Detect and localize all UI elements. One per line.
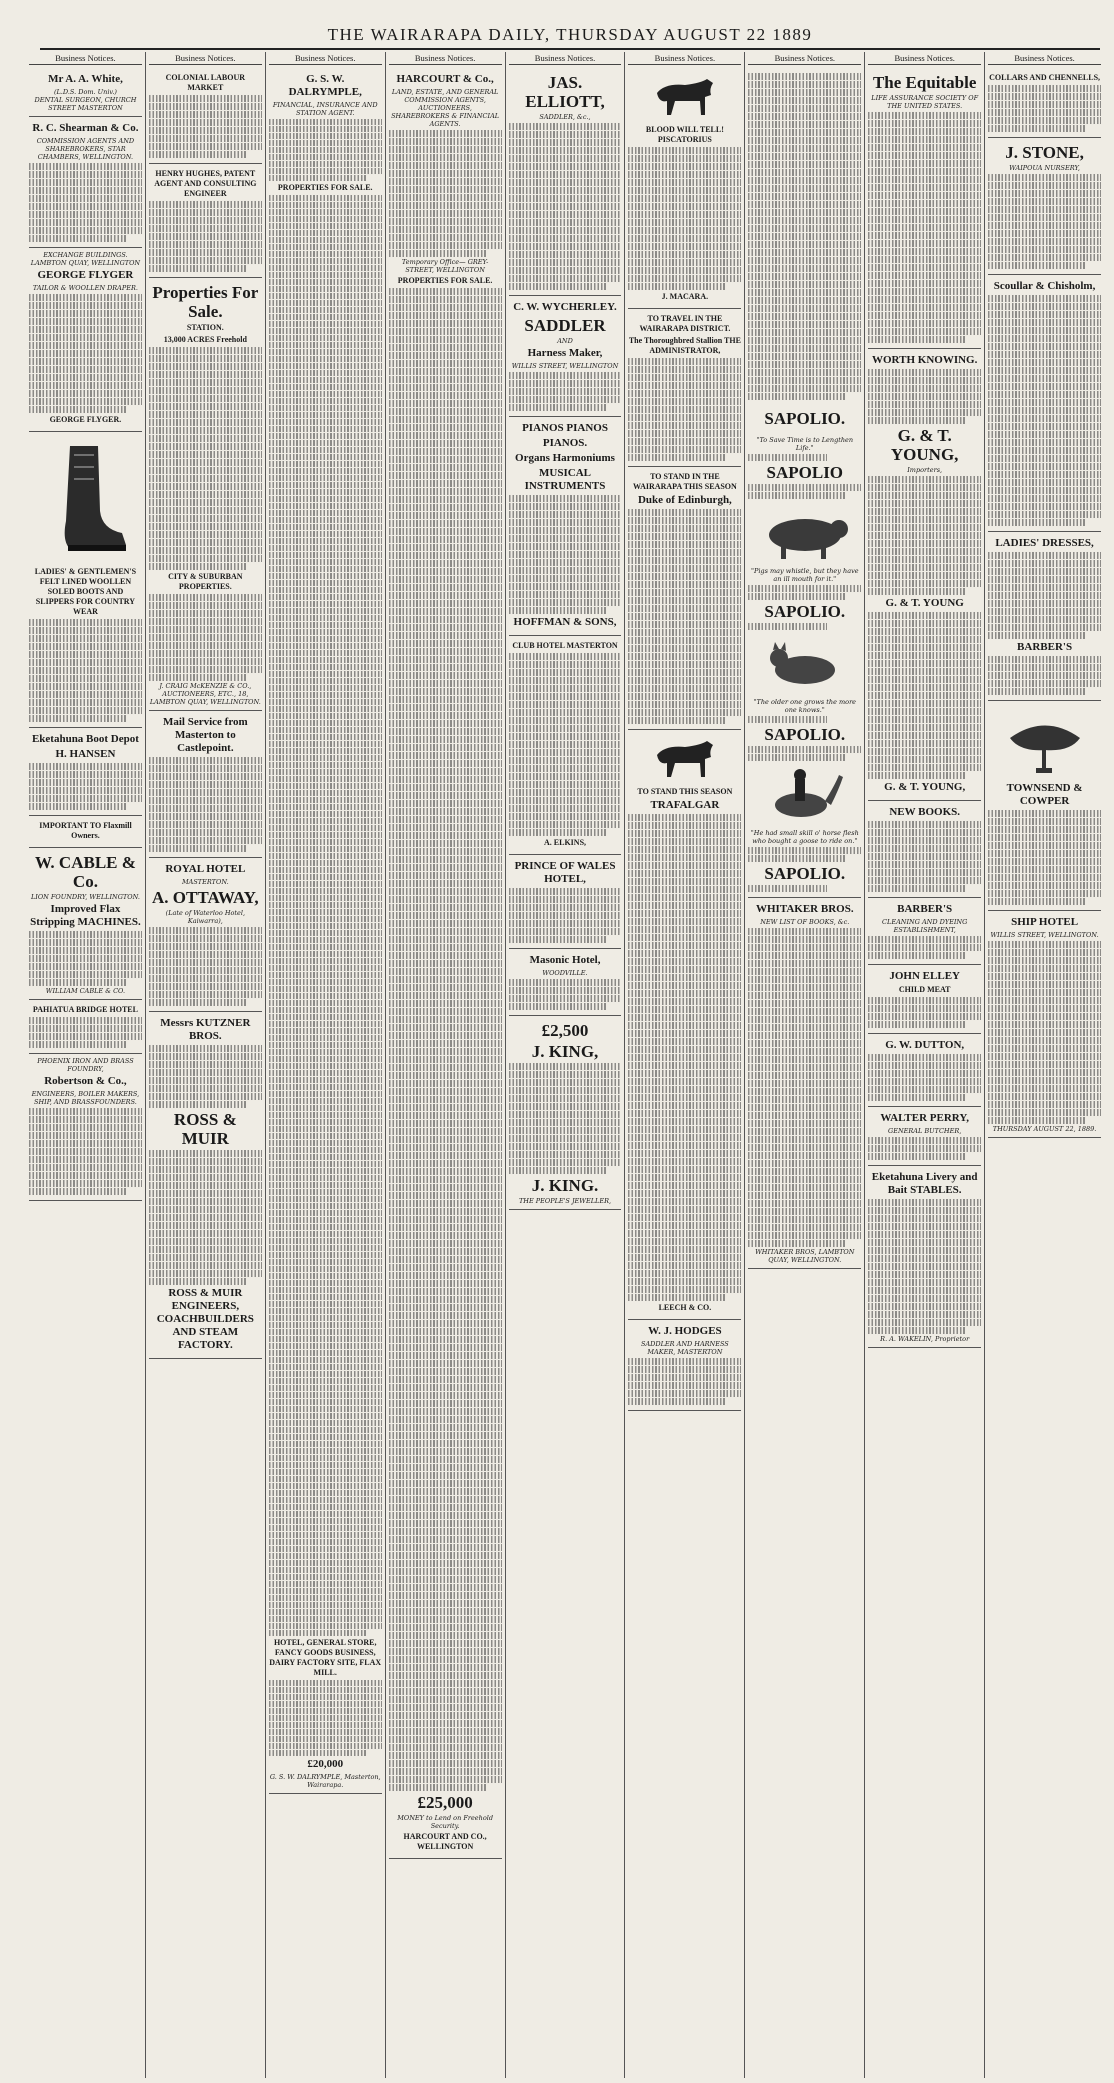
ad-subtitle: EXCHANGE BUILDINGS. LAMBTON QUAY, WELLINGTON bbox=[30, 251, 141, 268]
ad-title: PIANOS. bbox=[542, 437, 588, 450]
ad-subtitle: R. A. WAKELIN, Proprietor bbox=[880, 1335, 970, 1344]
ad-subtitle: WILLIS STREET, WELLINGTON. bbox=[990, 931, 1099, 940]
ad-title: The Thoroughbred Stallion THE ADMINISTRATOR, bbox=[628, 336, 741, 356]
ad-title: Messrs KUTZNER BROS. bbox=[160, 1017, 251, 1043]
ad-title: GEORGE FLYGER bbox=[37, 269, 134, 282]
ad-title: BLOOD WILL TELL! PISCATORIUS bbox=[645, 125, 724, 145]
ad-subtitle: MASTERTON. bbox=[182, 878, 229, 887]
ad-barber bbox=[868, 898, 981, 965]
ad-new-books bbox=[868, 801, 981, 898]
ad-dutton bbox=[868, 1034, 981, 1107]
ad-title: LEECH & CO. bbox=[658, 1303, 712, 1313]
ad-title: Organs Harmoniums bbox=[515, 452, 615, 465]
ad-quote: "The older one grows the more one knows." bbox=[753, 698, 857, 715]
ad-title: The Equitable bbox=[872, 73, 977, 93]
ad-dalrymple bbox=[269, 68, 382, 1794]
ad-title: BARBER'S bbox=[1017, 641, 1073, 654]
ad-title: STATION. bbox=[186, 323, 224, 333]
ad-title: LADIES' DRESSES, bbox=[995, 537, 1094, 550]
ad-quote: "Pigs may whistle, but they have an ill mouth for it." bbox=[750, 567, 859, 584]
ad-prince-of-wales bbox=[509, 855, 622, 949]
ad-quote: "He had small skill o' horse flesh who bought a goose to ride on." bbox=[750, 829, 859, 846]
saddle-illustration bbox=[1000, 708, 1090, 778]
ad-trafalgar bbox=[628, 730, 741, 1320]
column-7 bbox=[745, 52, 865, 2078]
ad-title: TOWNSEND & COWPER bbox=[1006, 782, 1083, 808]
ad-subtitle: ENGINEERS, BOILER MAKERS, SHIP, AND BRASSFOUNDERS. bbox=[31, 1090, 140, 1107]
ad-title: G. & T. YOUNG bbox=[885, 597, 964, 610]
ad-title: HARCOURT & Co., bbox=[396, 73, 494, 86]
ad-perry bbox=[868, 1107, 981, 1166]
ad-title: G. S. W. DALRYMPLE, bbox=[288, 73, 362, 99]
ad-stone bbox=[988, 138, 1101, 275]
ad-title: G. & T. YOUNG, bbox=[890, 426, 959, 465]
boot-illustration bbox=[40, 441, 130, 561]
ad-pianos bbox=[509, 417, 622, 636]
ad-title: H. HANSEN bbox=[55, 748, 116, 761]
ad-title: HOTEL, GENERAL STORE, FANCY GOODS BUSINESS, DAIRY FACTORY SITE, FLAX MILL. bbox=[269, 1638, 382, 1678]
ad-title: MUSICAL INSTRUMENTS bbox=[524, 467, 606, 493]
column-header: Business Notices. bbox=[628, 52, 741, 65]
ad-title: J. STONE, bbox=[1005, 143, 1084, 163]
ad-subtitle: MONEY to Lend on Freehold Security. bbox=[397, 1814, 493, 1831]
ad-title: SAPOLIO. bbox=[764, 602, 846, 622]
column-header: Business Notices. bbox=[29, 52, 142, 65]
ad-subtitle: LION FOUNDRY, WELLINGTON. bbox=[30, 893, 140, 902]
ad-administrator bbox=[628, 309, 741, 467]
ad-labour bbox=[149, 68, 262, 164]
ad-hodges bbox=[628, 1320, 741, 1411]
ad-title: R. C. Shearman & Co. bbox=[32, 122, 139, 135]
ad-properties bbox=[149, 278, 262, 711]
ad-title: GEORGE FLYGER. bbox=[49, 415, 122, 425]
ad-title: Mail Service from Masterton to Castlepoint. bbox=[162, 716, 248, 755]
ad-livery bbox=[868, 1166, 981, 1348]
ad-title: Properties For Sale. bbox=[152, 283, 259, 322]
ad-title: CITY & SUBURBAN PROPERTIES. bbox=[168, 572, 243, 592]
horse-illustration bbox=[645, 75, 725, 121]
column-header: Business Notices. bbox=[988, 52, 1101, 65]
ad-title: ROSS & MUIR bbox=[173, 1110, 237, 1149]
ad-subtitle: LAND, ESTATE, AND GENERAL COMMISSION AGENTS, AUCTIONEERS, SHAREBROKERS & FINANCIAL AGENTS. bbox=[391, 88, 500, 129]
ad-subtitle: (L.D.S. Dom. Univ.) bbox=[53, 88, 117, 97]
ad-subtitle: PHOENIX IRON AND BRASS FOUNDRY, bbox=[37, 1057, 134, 1074]
column-header: Business Notices. bbox=[509, 52, 622, 65]
ad-title: TRAFALGAR bbox=[650, 799, 720, 812]
ad-title: WORTH KNOWING. bbox=[872, 354, 978, 367]
ad-title: W. J. HODGES bbox=[648, 1325, 722, 1338]
ad-subtitle: Importers, bbox=[907, 466, 943, 475]
ad-subtitle: CLEANING AND DYEING ESTABLISHMENT, bbox=[882, 918, 968, 935]
pigs-illustration bbox=[755, 503, 855, 563]
column-header: Business Notices. bbox=[868, 52, 981, 65]
ad-title: WALTER PERRY, bbox=[880, 1112, 970, 1125]
ad-title: LADIES' & GENTLEMEN'S FELT LINED WOOLLEN SOLED BOOTS AND SLIPPERS FOR COUNTRY WEAR bbox=[34, 567, 137, 617]
columns bbox=[26, 52, 1104, 2078]
ad-subtitle: SADDLER AND HARNESS MAKER, MASTERTON bbox=[641, 1340, 729, 1357]
ad-title: SAPOLIO. bbox=[764, 725, 846, 745]
ad-wycherley bbox=[509, 296, 622, 417]
column-3 bbox=[266, 52, 386, 2078]
ad-whitaker bbox=[748, 898, 861, 1269]
ad-title: £20,000 bbox=[307, 1758, 344, 1771]
ad-title: Mr A. A. White, bbox=[48, 73, 123, 86]
ad-title: C. W. WYCHERLEY. bbox=[513, 301, 617, 314]
ad-subtitle: WHITAKER BROS, LAMBTON QUAY, WELLINGTON. bbox=[755, 1248, 855, 1265]
ad-piscatorius bbox=[628, 68, 741, 309]
ad-subtitle: WILLIAM CABLE & CO. bbox=[45, 987, 126, 996]
column-2 bbox=[146, 52, 266, 2078]
ad-title: SADDLER bbox=[524, 316, 606, 336]
ad-title: HENRY HUGHES, PATENT AGENT AND CONSULTING ENGINEER bbox=[154, 169, 257, 199]
column-5 bbox=[506, 52, 626, 2078]
ad-title: ROYAL HOTEL bbox=[165, 863, 246, 876]
ad-title: J. MACARA. bbox=[661, 292, 709, 302]
ad-title: G. & T. YOUNG, bbox=[884, 781, 966, 794]
ad-hansen bbox=[29, 728, 142, 816]
ad-subtitle: WAIPOUA NURSERY, bbox=[1009, 164, 1080, 173]
ad-subtitle: LIFE ASSURANCE SOCIETY OF THE UNITED STATES. bbox=[871, 94, 979, 111]
ad-title: Eketahuna Livery and Bait STABLES. bbox=[871, 1171, 978, 1197]
ad-robertson bbox=[29, 1054, 142, 1201]
ad-elley bbox=[868, 965, 981, 1034]
ad-kutzner bbox=[149, 1012, 262, 1359]
ad-title: SHIP HOTEL bbox=[1011, 916, 1079, 929]
ad-subtitle: AND bbox=[557, 337, 573, 346]
ad-title: PAHIATUA BRIDGE HOTEL bbox=[32, 1005, 138, 1015]
ad-title: SAPOLIO bbox=[766, 463, 844, 483]
ad-title: PRINCE OF WALES HOTEL, bbox=[514, 860, 616, 886]
column-8 bbox=[865, 52, 985, 2078]
ad-title: SAPOLIO. bbox=[764, 409, 846, 429]
horse-illustration bbox=[645, 737, 725, 783]
ad-title: IMPORTANT TO Flaxmill Owners. bbox=[39, 821, 132, 841]
ad-dentist bbox=[29, 68, 142, 117]
column-6 bbox=[625, 52, 745, 2078]
ad-subtitle: J. CRAIG McKENZIE & CO., AUCTIONEERS, ETC., 18, LAMBTON QUAY, WELLINGTON. bbox=[149, 682, 261, 707]
ad-title: 13,000 ACRES Freehold bbox=[163, 335, 247, 345]
ad-equitable bbox=[868, 68, 981, 349]
ad-title: Eketahuna Boot Depot bbox=[31, 733, 139, 746]
ad-title: WHITAKER BROS. bbox=[755, 903, 854, 916]
ad-subtitle: NEW LIST OF BOOKS, &c. bbox=[760, 918, 850, 927]
ad-subtitle: SADDLER, &c., bbox=[539, 113, 591, 122]
footer-date: THURSDAY AUGUST 22, 1889. bbox=[992, 1125, 1097, 1134]
column-9 bbox=[985, 52, 1104, 2078]
ad-title: HARCOURT AND CO., WELLINGTON bbox=[403, 1832, 487, 1852]
ad-title: CLUB HOTEL MASTERTON bbox=[512, 641, 618, 651]
ad-title: W. CABLE & Co. bbox=[34, 853, 136, 892]
ad-title: PIANOS PIANOS bbox=[522, 422, 608, 435]
ad-title: TO STAND IN THE WAIRARAPA THIS SEASON bbox=[633, 472, 737, 492]
ad-scoullar bbox=[988, 275, 1101, 532]
ad-title: Improved Flax Stripping MACHINES. bbox=[30, 903, 141, 929]
ad-flaxmill bbox=[29, 816, 142, 848]
ad-title: COLLARS AND CHENNELLS, bbox=[989, 73, 1101, 83]
masthead-title: THE WAIRARAPA DAILY, THURSDAY AUGUST 22 1889 bbox=[327, 25, 813, 44]
ad-title: JAS. ELLIOTT, bbox=[525, 73, 605, 112]
column-4 bbox=[386, 52, 506, 2078]
ad-pahiatua bbox=[29, 1000, 142, 1054]
ad-saddle bbox=[988, 701, 1101, 911]
ad-title: NEW BOOKS. bbox=[889, 806, 961, 819]
ad-quote: "To Save Time is to Lengthen Life." bbox=[756, 436, 854, 453]
ad-title: ROSS & MUIR ENGINEERS, COACHBUILDERS AND STEAM FACTORY. bbox=[156, 1287, 254, 1352]
ad-title: £25,000 bbox=[417, 1793, 473, 1813]
ad-worth-knowing bbox=[868, 349, 981, 801]
ad-shearman bbox=[29, 117, 142, 248]
ad-title: £2,500 bbox=[541, 1021, 589, 1041]
ad-title: JOHN ELLEY bbox=[889, 970, 960, 983]
ad-title: A. ELKINS, bbox=[544, 838, 587, 848]
column-header: Business Notices. bbox=[389, 52, 502, 65]
ad-flyger bbox=[29, 248, 142, 432]
ad-title: Harness Maker, bbox=[527, 347, 603, 360]
ad-title: CHILD MEAT bbox=[898, 985, 951, 995]
ad-title: Robertson & Co., bbox=[44, 1075, 127, 1088]
ad-title: COLONIAL LABOUR MARKET bbox=[165, 73, 246, 93]
ad-title: TO TRAVEL IN THE WAIRARAPA DISTRICT. bbox=[639, 314, 731, 334]
ad-king bbox=[509, 1016, 622, 1210]
ad-title: J. KING, bbox=[531, 1042, 599, 1062]
ad-harcourt bbox=[389, 68, 502, 1859]
ad-subtitle: FINANCIAL, INSURANCE AND STATION AGENT. bbox=[272, 101, 378, 118]
ad-elliott bbox=[509, 68, 622, 296]
ad-title: Masonic Hotel, bbox=[529, 954, 601, 967]
cat-illustration bbox=[755, 634, 855, 694]
ad-masonic bbox=[509, 949, 622, 1016]
ad-subtitle: THE PEOPLE'S JEWELLER, bbox=[518, 1197, 612, 1206]
ad-sapolio bbox=[748, 68, 861, 898]
column-header: Business Notices. bbox=[149, 52, 262, 65]
ad-title: PROPERTIES FOR SALE. bbox=[397, 276, 493, 286]
column-header: Business Notices. bbox=[748, 52, 861, 65]
ad-title: PROPERTIES FOR SALE. bbox=[277, 183, 373, 193]
ad-title: TO STAND THIS SEASON bbox=[637, 787, 733, 797]
ad-subtitle: WOODVILLE. bbox=[542, 969, 588, 978]
ad-title: HOFFMAN & SONS, bbox=[513, 616, 617, 629]
ad-subtitle: (Late of Waterloo Hotel, Kaiwarra), bbox=[165, 909, 246, 926]
ad-boots bbox=[29, 432, 142, 728]
goose-rider-illustration bbox=[755, 765, 855, 825]
ad-title: BARBER'S bbox=[897, 903, 953, 916]
ad-line: DENTAL SURGEON, CHURCH STREET MASTERTON bbox=[34, 96, 137, 113]
ad-title: SAPOLIO. bbox=[764, 864, 846, 884]
ad-club-hotel bbox=[509, 636, 622, 855]
ad-subtitle: TAILOR & WOOLLEN DRAPER. bbox=[32, 284, 138, 293]
ad-subtitle: WILLIS STREET, WELLINGTON bbox=[511, 362, 619, 371]
ad-subtitle: Temporary Office— GREY-STREET, WELLINGTON bbox=[401, 258, 489, 275]
ad-title: J. KING. bbox=[531, 1176, 599, 1196]
ad-duke bbox=[628, 467, 741, 730]
ad-subtitle: COMMISSION AGENTS AND SHAREBROKERS, STAR CHAMBERS, WELLINGTON. bbox=[36, 137, 135, 162]
ad-royal-hotel bbox=[149, 858, 262, 1012]
ad-subtitle: G. S. W. DALRYMPLE, Masterton, Wairarapa. bbox=[269, 1773, 381, 1790]
ad-ship-hotel bbox=[988, 911, 1101, 1138]
ad-title: Duke of Edinburgh, bbox=[637, 494, 732, 507]
column-header: Business Notices. bbox=[269, 52, 382, 65]
ad-ladies-dresses bbox=[988, 532, 1101, 701]
ad-collars bbox=[988, 68, 1101, 138]
ad-title: G. W. DUTTON, bbox=[885, 1039, 965, 1052]
masthead bbox=[40, 22, 1100, 50]
ad-title: A. OTTAWAY, bbox=[152, 888, 259, 908]
ad-hughes bbox=[149, 164, 262, 278]
column-1 bbox=[26, 52, 146, 2078]
ad-cable bbox=[29, 848, 142, 1000]
ad-title: Scoullar & Chisholm, bbox=[993, 280, 1096, 293]
ad-mail bbox=[149, 711, 262, 858]
ad-subtitle: GENERAL BUTCHER, bbox=[888, 1127, 962, 1136]
